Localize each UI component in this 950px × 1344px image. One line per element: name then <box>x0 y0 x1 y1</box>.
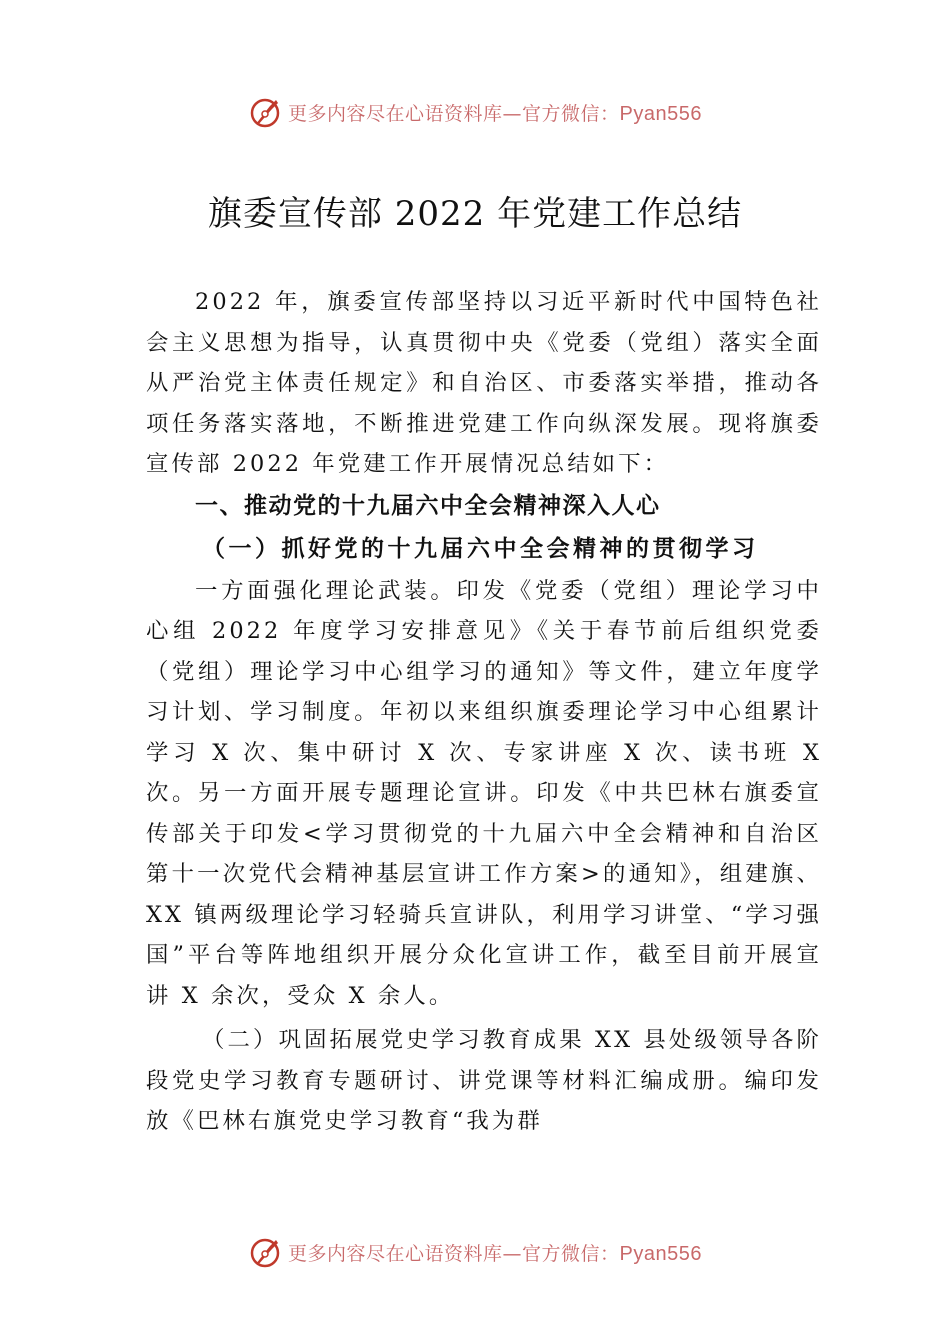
watermark-label: 更多内容尽在心语资料库—官方微信：Pyan556 <box>288 102 702 125</box>
subsection-1-body: 一方面强化理论武装。印发《党委（党组）理论学习中心组 2022 年度学习安排意见》《关于春节前后组织党委（党组）理论学习中心组学习的通知》等文件，建立年度学习计划、学习制度。年初以来组织旗委理论学习中心组累计学习 X 次、集中研讨 X 次、专家讲座 X 次、读书班 X 次。另一方面开展专题理论宣讲。印发《中共巴林右旗委宣传部关于印发<学习贯彻党的十九届六中全会精神和自治区第十一次党代会精神基层宣讲工作方案>的通知》，组建旗、XX 镇两级理论学习轻骑兵宣讲队，利用学习讲堂、“学习强国”平台等阵地组织开展分众化宣讲工作，截至目前开展宣讲 X 余次，受众 X 余人。 <box>146 577 822 1009</box>
subsection-2-body: （二）巩固拓展党史学习教育成果 XX 县处级领导各阶段党史学习教育专题研讨、讲党课等材料汇编成册。编印发放《巴林右旗党史学习教育“我为群 <box>146 1027 822 1134</box>
subsection-heading-1: （一）抓好党的十九届六中全会精神的贯彻学习 <box>202 534 759 562</box>
watermark-label: 更多内容尽在心语资料库—官方微信：Pyan556 <box>288 1242 702 1265</box>
pen-nib-seal-icon <box>248 94 284 130</box>
section-heading-1: 一、推动党的十九届六中全会精神深入人心 <box>195 492 661 519</box>
watermark-handle: Pyan556 <box>619 102 702 125</box>
watermark-handle: Pyan556 <box>619 1242 702 1265</box>
watermark-footer <box>0 1232 950 1272</box>
intro-paragraph: 2022 年，旗委宣传部坚持以习近平新时代中国特色社会主义思想为指导，认真贯彻中央《党委（党组）落实全面从严治党主体责任规定》和自治区、市委落实举措，推动各项任务落实落地，不断推进党建工作向纵深发展。现将旗委宣传部 2022 年党建工作开展情况总结如下： <box>146 289 822 477</box>
document-title: 旗委宣传部 2022 年党建工作总结 <box>207 194 743 234</box>
watermark-header <box>0 92 950 132</box>
pen-nib-seal-icon <box>248 1234 284 1270</box>
document-body <box>146 282 822 1142</box>
